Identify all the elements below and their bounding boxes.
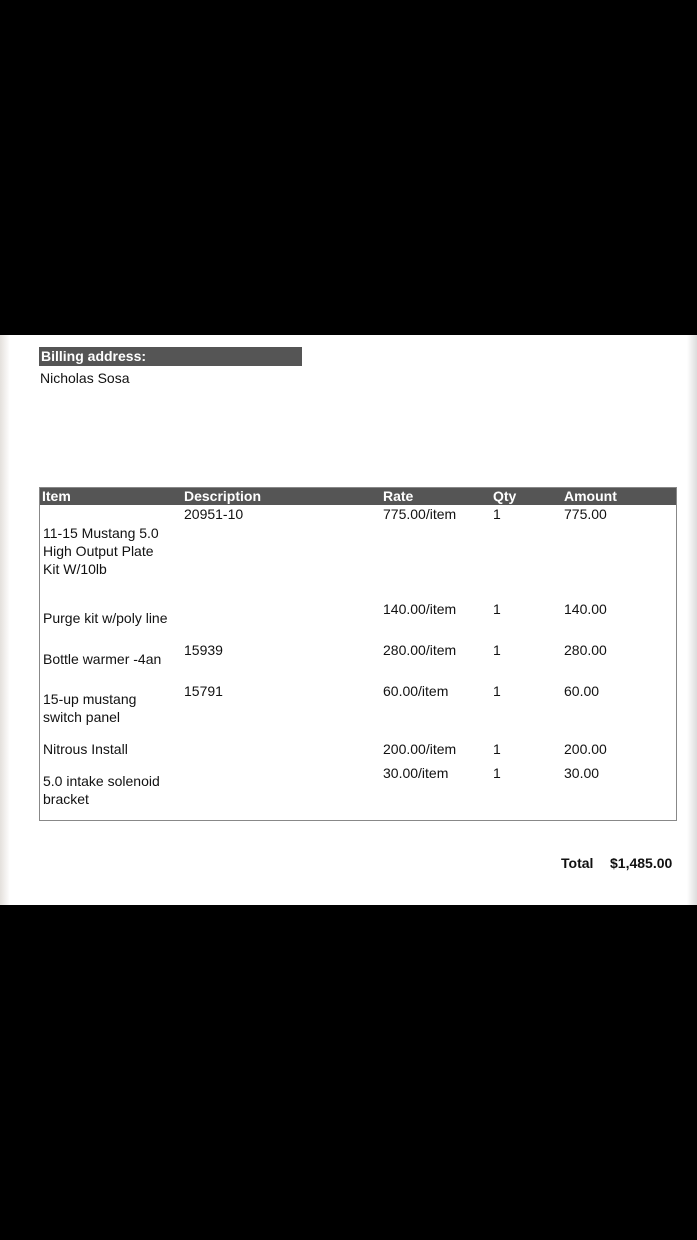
total-label: Total — [561, 855, 594, 871]
row-amount: 60.00 — [564, 683, 600, 699]
row-amount: 200.00 — [564, 741, 607, 757]
table-header — [40, 488, 676, 505]
row-description: 15791 — [184, 683, 223, 699]
row-description: 20951-10 — [184, 506, 244, 522]
header-qty: Qty — [493, 488, 517, 504]
row-item: 11-15 Mustang 5.0 High Output Plate Kit W/10lb — [43, 525, 159, 577]
row-item: 5.0 intake solenoid bracket — [43, 773, 160, 807]
header-rate: Rate — [383, 488, 414, 504]
page-edge-right — [687, 335, 697, 905]
invoice-document — [0, 335, 697, 905]
row-qty: 1 — [493, 683, 501, 699]
header-amount: Amount — [564, 488, 617, 504]
row-rate: 775.00/item — [383, 506, 457, 522]
line-items-table — [39, 487, 677, 821]
row-qty: 1 — [493, 642, 501, 658]
row-item: Nitrous Install — [43, 741, 128, 757]
row-qty: 1 — [493, 506, 501, 522]
row-rate: 200.00/item — [383, 741, 457, 757]
row-rate: 30.00/item — [383, 765, 449, 781]
row-rate: 280.00/item — [383, 642, 457, 658]
billing-address-header: Billing address: — [39, 347, 302, 366]
row-item: Purge kit w/poly line — [43, 610, 168, 626]
row-amount: 280.00 — [564, 642, 607, 658]
header-item: Item — [42, 488, 71, 504]
row-item: Bottle warmer -4an — [43, 651, 162, 667]
row-qty: 1 — [493, 601, 501, 617]
row-amount: 775.00 — [564, 506, 607, 522]
row-qty: 1 — [493, 741, 501, 757]
page-edge-left — [0, 335, 10, 905]
row-item: 15-up mustang switch panel — [43, 691, 137, 725]
row-description: 15939 — [184, 642, 223, 658]
row-qty: 1 — [493, 765, 501, 781]
total-value: $1,485.00 — [610, 855, 673, 871]
billing-name: Nicholas Sosa — [40, 370, 130, 386]
header-description: Description — [184, 488, 262, 504]
row-rate: 60.00/item — [383, 683, 449, 699]
row-amount: 30.00 — [564, 765, 600, 781]
row-rate: 140.00/item — [383, 601, 457, 617]
row-amount: 140.00 — [564, 601, 607, 617]
